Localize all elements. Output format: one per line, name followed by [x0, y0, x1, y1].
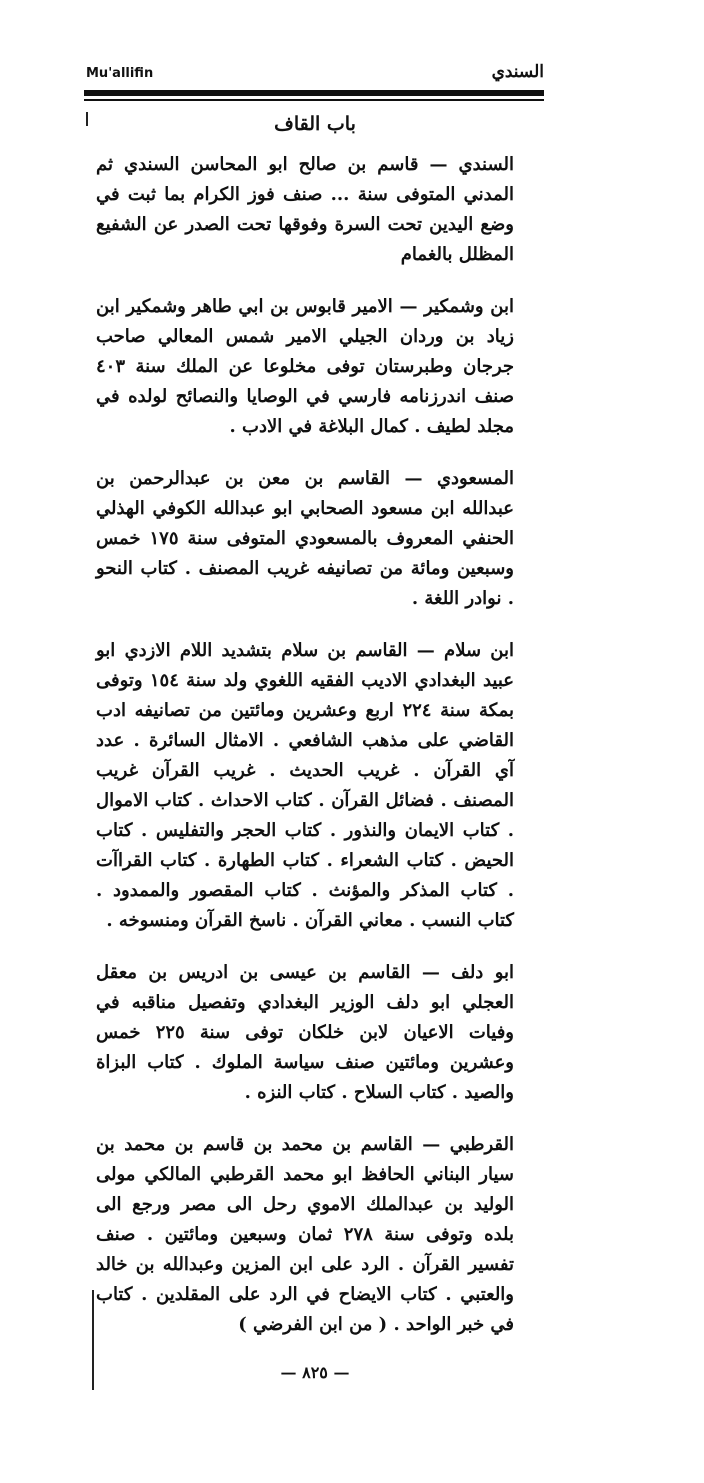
entry-masudi	[96, 464, 514, 614]
entry-qurtubi	[96, 1130, 514, 1340]
running-header-right: السندي	[491, 62, 544, 82]
entry-ibn-sallam	[96, 636, 514, 936]
entry-text: القرطبي — القاسم بن محمد بن قاسم بن محمد بن سيار البناني الحافظ ابو محمد القرطبي المالكي مولى الوليد بن عبدالملك الاموي رحل الى مصر ورجع الى بلده وتوفى سنة ٢٧٨ ثمان وسبعين ومائتين . صنف تفسير القرآن . الرد على ابن المزين وعبدالله بن خالد والعتبي . كتاب الايضاح في الرد على المقلدين . كتاب في خبر الواحد . ( من ابن الفرضي )	[96, 1134, 515, 1335]
page-number: — ٨٢٥ —	[280, 1363, 350, 1382]
entry-text: ابن سلام — القاسم بن سلام بتشديد اللام الازدي ابو عبيد البغدادي الاديب الفقيه اللغوي ولد سنة ١٥٤ وتوفى بمكة سنة ٢٢٤ اربع وعشرين ومائتين من تصانيفه ادب القاضي على مذهب الشافعي . الامثال السائرة . عدد آي القرآن . غريب الحديث . غريب القرآن غريب المصنف . فضائل القرآن . كتاب الاحداث . كتاب الاموال . كتاب الايمان والنذور . كتاب الحجر والتفليس . كتاب الحيض . كتاب الشعراء . كتاب الطهارة . كتاب القراآت . كتاب المذكر والمؤنث . كتاب المقصور والممدود . كتاب النسب . معاني القرآن . ناسخ القرآن ومنسوخه .	[96, 640, 514, 931]
entry-text: السندي — قاسم بن صالح ابو المحاسن السندي ثم المدني المتوفى سنة ... صنف فوز الكرام بما ثبت في وضع اليدين تحت السرة وفوقها تحت الصدر عن الشفيع المظلل بالغمام	[96, 154, 514, 265]
entry-text: المسعودي — القاسم بن معن بن عبدالرحمن بن عبدالله ابن مسعود الصحابي ابو عبدالله الكوفي الهذلي الحنفي المعروف بالمسعودي المتوفى سنة ١٧٥ خمس وسبعين ومائة من تصانيفه غريب المصنف . كتاب النحو . نوادر اللغة .	[96, 468, 514, 609]
entry-text: ابو دلف — القاسم بن عيسى بن ادريس بن معقل العجلي ابو دلف الوزير البغدادي وتفصيل مناقبه في وفيات الاعيان لابن خلكان توفى سنة ٢٢٥ خمس وعشرين ومائتين صنف سياسة الملوك . كتاب البزاة والصيد . كتاب السلاح . كتاب النزه .	[96, 962, 515, 1103]
entry-sindi	[96, 150, 514, 270]
entry-ibn-washmakir	[96, 292, 514, 442]
header-rule-thick	[84, 90, 544, 96]
entry-abu-dulaf	[96, 958, 514, 1108]
entries-block	[96, 150, 514, 1362]
running-header-left: Mu'allifin	[86, 66, 154, 81]
header-rule-thin	[84, 99, 544, 101]
section-title: باب القاف	[274, 113, 356, 135]
entry-text: ابن وشمكير — الامير قابوس بن ابي طاهر وشمكير ابن زياد بن وردان الجيلي الامير شمس المعالي صاحب جرجان وطبرستان توفى مخلوعا عن الملك سنة ٤٠٣ صنف اندرزنامه فارسي في الوصايا والنصائح لولده في مجلد لطيف . كمال البلاغة في الادب .	[96, 296, 514, 437]
